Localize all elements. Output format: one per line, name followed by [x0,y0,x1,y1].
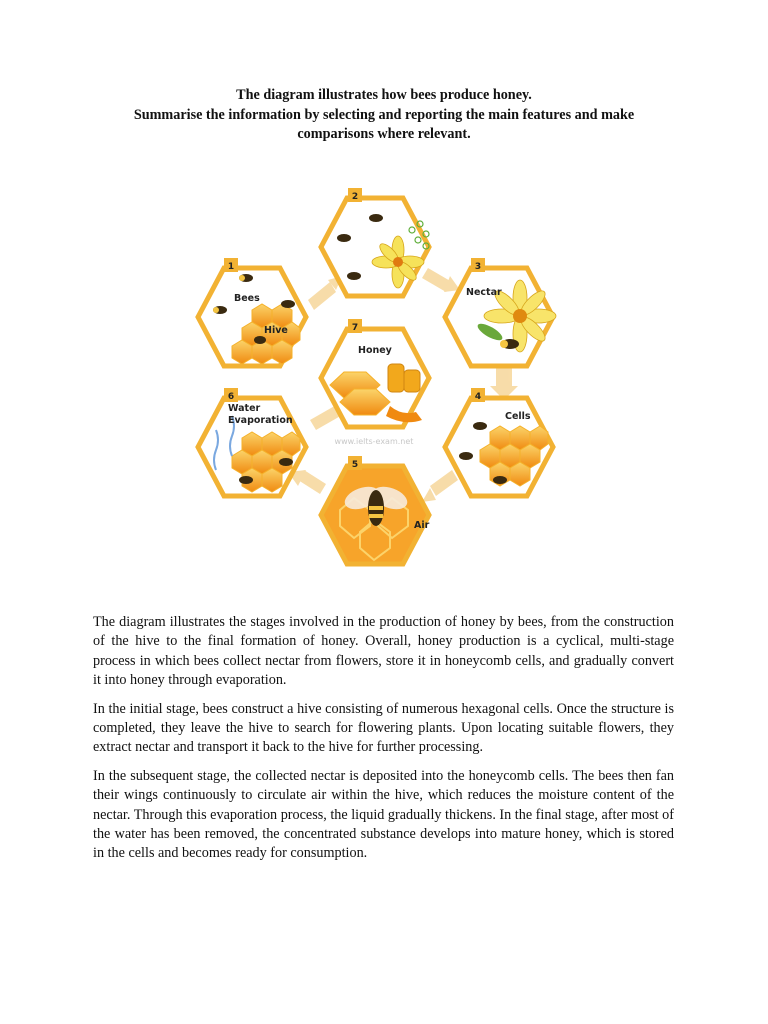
nectar-label: Nectar [466,287,502,298]
stage-3-number: 3 [474,262,482,272]
task-prompt [80,86,688,145]
stage-1-hex [198,258,306,366]
stage-2-number: 2 [351,192,359,202]
essay-paragraph-3: In the subsequent stage, the collected nectar is deposited into the honeycomb cells. The bees then fan their wings continuously to circulate air within the hive, which reduces the moisture content of the nectar. Through this evaporation process, the liquid gradually thickens. In the final stage, after most of the water has been removed, the concentrated substance develops into mature honey, which is stored in the cells and becomes ready for consumption. [93,767,674,862]
cells-label: Cells [505,411,531,422]
stage-4-hex [445,388,553,496]
prompt-line-2: Summarise the information by selecting and reporting the main features and make [133,106,635,123]
stage-1-number: 1 [227,262,235,272]
evaporation-label: Evaporation [228,415,293,426]
prompt-line-1: The diagram illustrates how bees produce honey. [236,87,532,103]
air-label: Air [414,520,430,531]
essay-body [93,613,674,873]
stage-6-number: 6 [227,392,235,402]
essay-paragraph-2: In the initial stage, bees construct a hive consisting of numerous hexagonal cells. Once the structure is completed, they leave the hive to search for flowering plants. Upon locating suitable flowers, they extract nectar and transport it back to the hive for further processing. [93,700,674,756]
stage-6-hex [198,388,306,496]
stage-3-hex [445,258,556,366]
bees-label: Bees [234,293,260,304]
stage-7-hex [321,319,429,446]
essay-paragraph-1: The diagram illustrates the stages involved in the production of honey by bees, from the construction of the hive to the final formation of honey. Overall, honey production is a cyclical, multi-stage process in which bees collect nectar from flowers, store it in honeycomb cells, and gradually convert it into honey through evaporation. [93,614,674,689]
honey-label: Honey [358,345,392,356]
prompt-line-3: comparisons where relevant. [297,126,471,142]
stage-4-number: 4 [474,392,482,402]
stage-5-hex [321,456,430,564]
stage-5-number: 5 [351,460,359,470]
water-label: Water [228,403,261,414]
stage-7-number: 7 [351,323,359,333]
stage-2-hex [321,188,429,296]
honey-production-diagram [190,180,582,575]
watermark: www.ielts-exam.net [334,437,414,446]
hive-label: Hive [264,325,288,336]
